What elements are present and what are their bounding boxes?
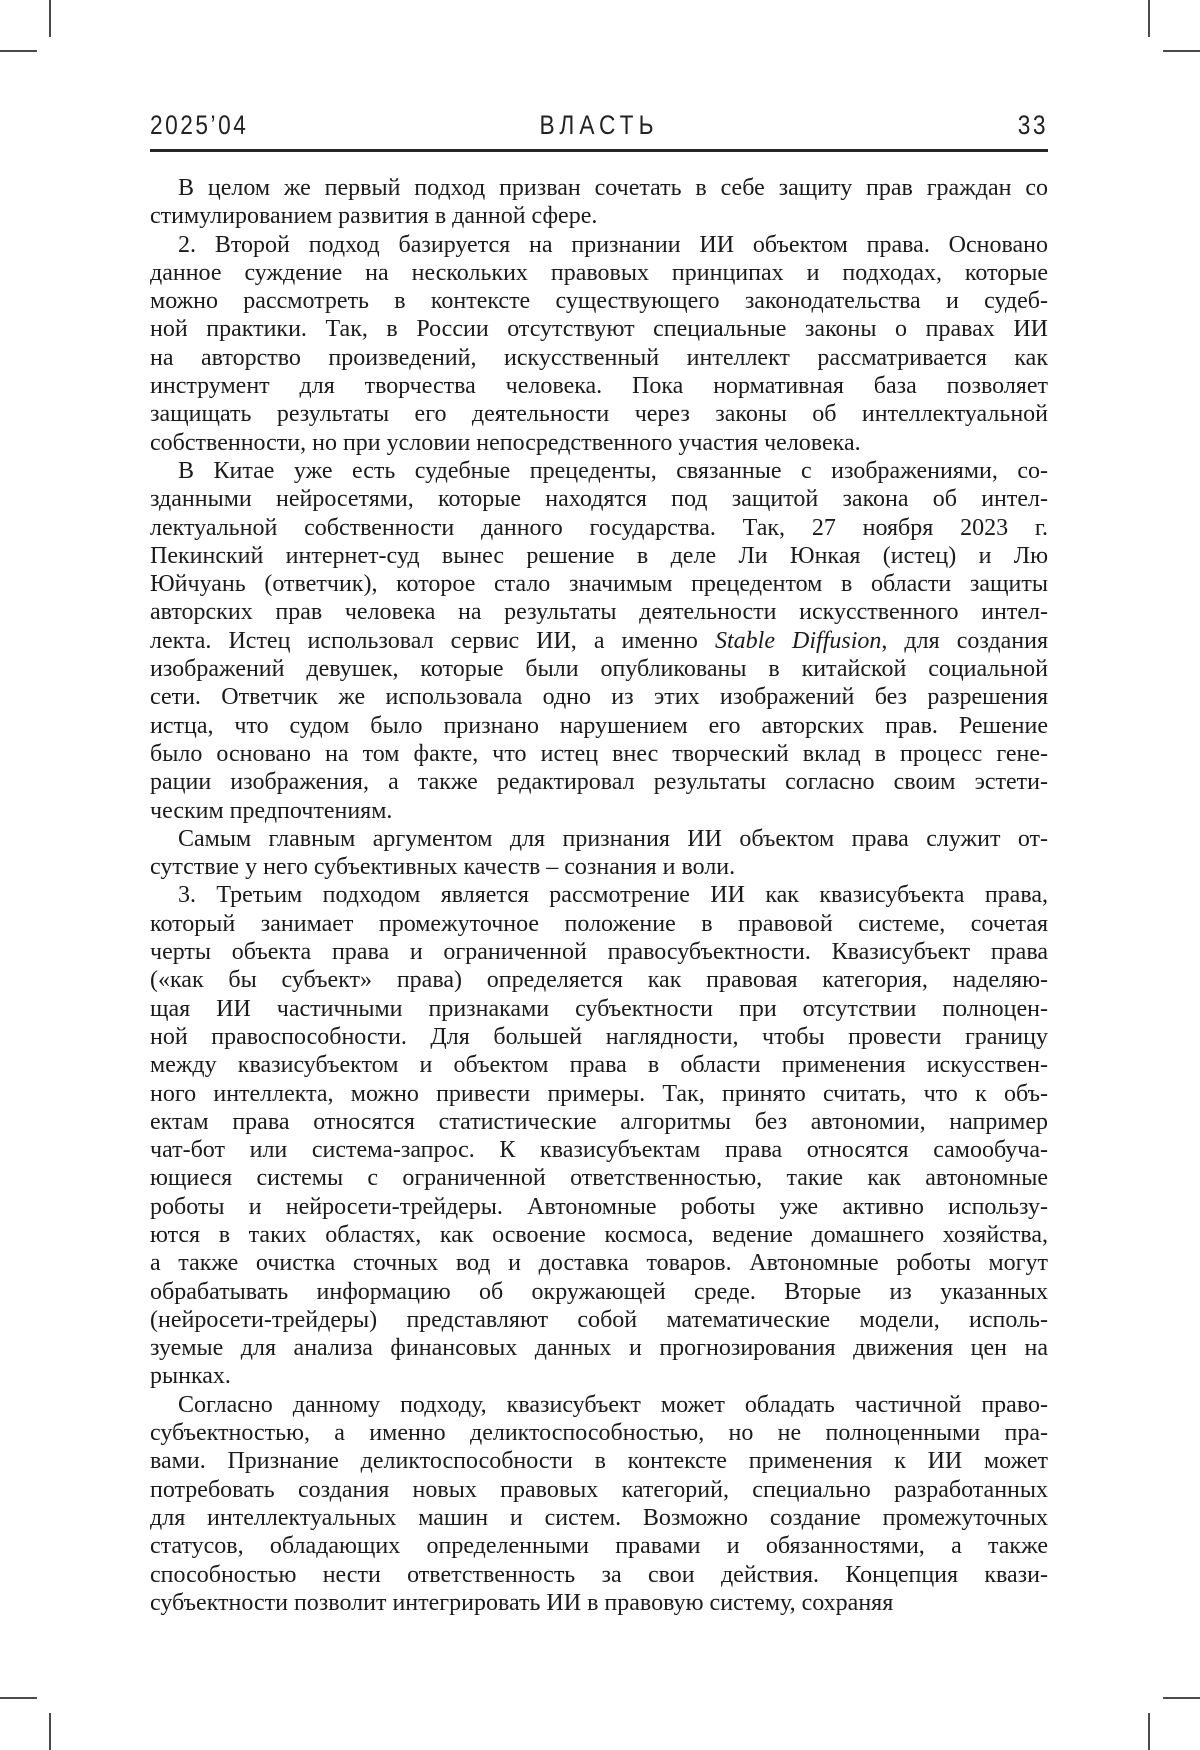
journal-title: ВЛАСТЬ [539,110,659,140]
text-line: собственности, но при условии непосредственного участия человека. [150,429,861,456]
text-line: сети. Ответчик же использовала одно из этих изображений без разрешения [150,684,1048,711]
text-line: 2. Второй подход базируется на признании ИИ объектом права. Основано [178,231,1048,258]
paragraph [150,457,1048,825]
text-line: зуемые для анализа финансовых данных и прогнозирования движения цен на [150,1335,1048,1362]
text-line: изображений девушек, которые были опубликованы в китайской социальной [150,656,1048,683]
text-line: можно рассмотреть в контексте существующего законодательства и судеб- [150,288,1048,315]
text-line: на авторство произведений, искусственный интеллект рассматривается как [150,344,1048,371]
crop-mark-bottom-left-vertical [49,1713,51,1750]
text-line: роботы и нейросети-трейдеры. Автономные роботы уже активно использу- [150,1193,1048,1220]
paragraph [150,1391,1048,1617]
crop-mark-bottom-left-horizontal [0,1697,37,1699]
text-line: который занимает промежуточное положение в правовой системе, сочетая [150,910,1048,937]
crop-mark-top-left-vertical [49,0,51,37]
text-line: ного интеллекта, можно привести примеры. Так, принято считать, что к объ- [150,1080,1048,1107]
text-line: для интеллектуальных машин и систем. Возможно создание промежуточных [150,1504,1048,1531]
crop-mark-top-right-horizontal [1163,50,1200,52]
text-line: субъектностью, а именно деликтоспособностью, но не полноценными пра- [150,1420,1048,1447]
text-line: потребовать создания новых правовых категорий, специально разработанных [150,1476,1048,1503]
text-line: ческим предпочтениям. [150,797,393,824]
text-line: Самым главным аргументом для признания ИИ объектом права служит от- [178,825,1048,852]
text-line: инструмент для творчества человека. Пока нормативная база позволяет [150,373,1048,400]
text-line: Юйчуань (ответчик), которое стало значимым прецедентом в области защиты [150,571,1048,598]
text-line: обрабатывать информацию об окружающей среде. Вторые из указанных [150,1278,1048,1305]
text-line: ющиеся системы с ограниченной ответственностью, такие как автономные [150,1165,1048,1192]
text-line: а также очистка сточных вод и доставка товаров. Автономные роботы могут [150,1250,1048,1277]
paragraph [150,825,1048,882]
text-line: ной правоспособности. Для большей наглядности, чтобы провести границу [150,1023,1048,1050]
journal-issue: 2025’04 [150,110,249,140]
text-line: черты объекта права и ограниченной правосубъектности. Квазисубъект права [150,939,1048,966]
text-line: между квазисубъектом и объектом права в области применения искусствен- [150,1052,1048,1079]
crop-mark-bottom-right-horizontal [1163,1697,1200,1699]
text-line: (нейросети-трейдеры) представляют собой математические модели, исполь- [150,1306,1048,1333]
text-line: В Китае уже есть судебные прецеденты, связанные с изображениями, со- [178,457,1048,484]
text-line: статусов, обладающих определенными правами и обязанностями, а также [150,1533,1048,1560]
paragraph [150,231,1048,457]
text-line: щая ИИ частичными признаками субъектности при отсутствии полноцен- [150,995,1048,1022]
text-line: вами. Признание деликтоспособности в контексте применения к ИИ может [150,1448,1048,1475]
text-line: зданными нейросетями, которые находятся под защитой закона об интел- [150,486,1048,513]
crop-mark-top-right-vertical [1148,0,1150,37]
text-line: рынках. [150,1363,231,1390]
running-head [150,110,1048,144]
text-line: лекта. Истец использовал сервис ИИ, а именно Stable Diffusion, для создания [150,627,1048,654]
text-line: В целом же первый подход призван сочетать в себе защиту прав граждан со [178,175,1048,201]
article-body [150,174,1048,1617]
crop-mark-top-left-horizontal [0,50,37,52]
text-line: сутствие у него субъективных качеств – сознания и воли. [150,854,736,881]
header-rule [150,149,1048,152]
paragraph [150,174,1048,231]
crop-mark-bottom-right-vertical [1148,1713,1150,1750]
text-line: рации изображения, а также редактировал результаты согласно своим эстети- [150,769,1048,796]
text-line: Согласно данному подходу, квазисубъект может обладать частичной право- [178,1391,1048,1418]
text-line: было основано на том факте, что истец внес творческий вклад в процесс гене- [150,740,1048,767]
text-line: («как бы субъект» права) определяется как правовая категория, наделяю- [150,967,1048,994]
text-line: способностью нести ответственность за свои действия. Концепция квази- [150,1561,1048,1588]
paragraph [150,881,1048,1390]
text-line: защищать результаты его деятельности через законы об интеллектуальной [150,401,1048,428]
text-line: лектуальной собственности данного государства. Так, 27 ноября 2023 г. [150,514,1048,541]
text-line: данное суждение на нескольких правовых принципах и подходах, которые [150,259,1048,286]
text-line: истца, что судом было признано нарушением его авторских прав. Решение [150,712,1048,739]
text-line: ются в таких областях, как освоение космоса, ведение домашнего хозяйства, [150,1221,1048,1248]
text-line: 3. Третьим подходом является рассмотрение ИИ как квазисубъекта права, [178,882,1048,909]
text-line: чат-бот или система-запрос. К квазисубъектам права относятся самообуча- [150,1137,1048,1164]
page-number: 33 [1017,110,1048,140]
text-line: ектам права относятся статистические алгоритмы без автономии, например [150,1108,1048,1135]
text-line: стимулированием развития в данной сфере. [150,203,598,230]
text-line: ной практики. Так, в России отсутствуют специальные законы о правах ИИ [150,316,1048,343]
text-line: Пекинский интернет-суд вынес решение в деле Ли Юнкая (истец) и Лю [150,542,1048,569]
text-line: субъектности позволит интегрировать ИИ в правовую систему, сохраняя [150,1589,894,1616]
text-line: авторских прав человека на результаты деятельности искусственного интел- [150,599,1048,626]
